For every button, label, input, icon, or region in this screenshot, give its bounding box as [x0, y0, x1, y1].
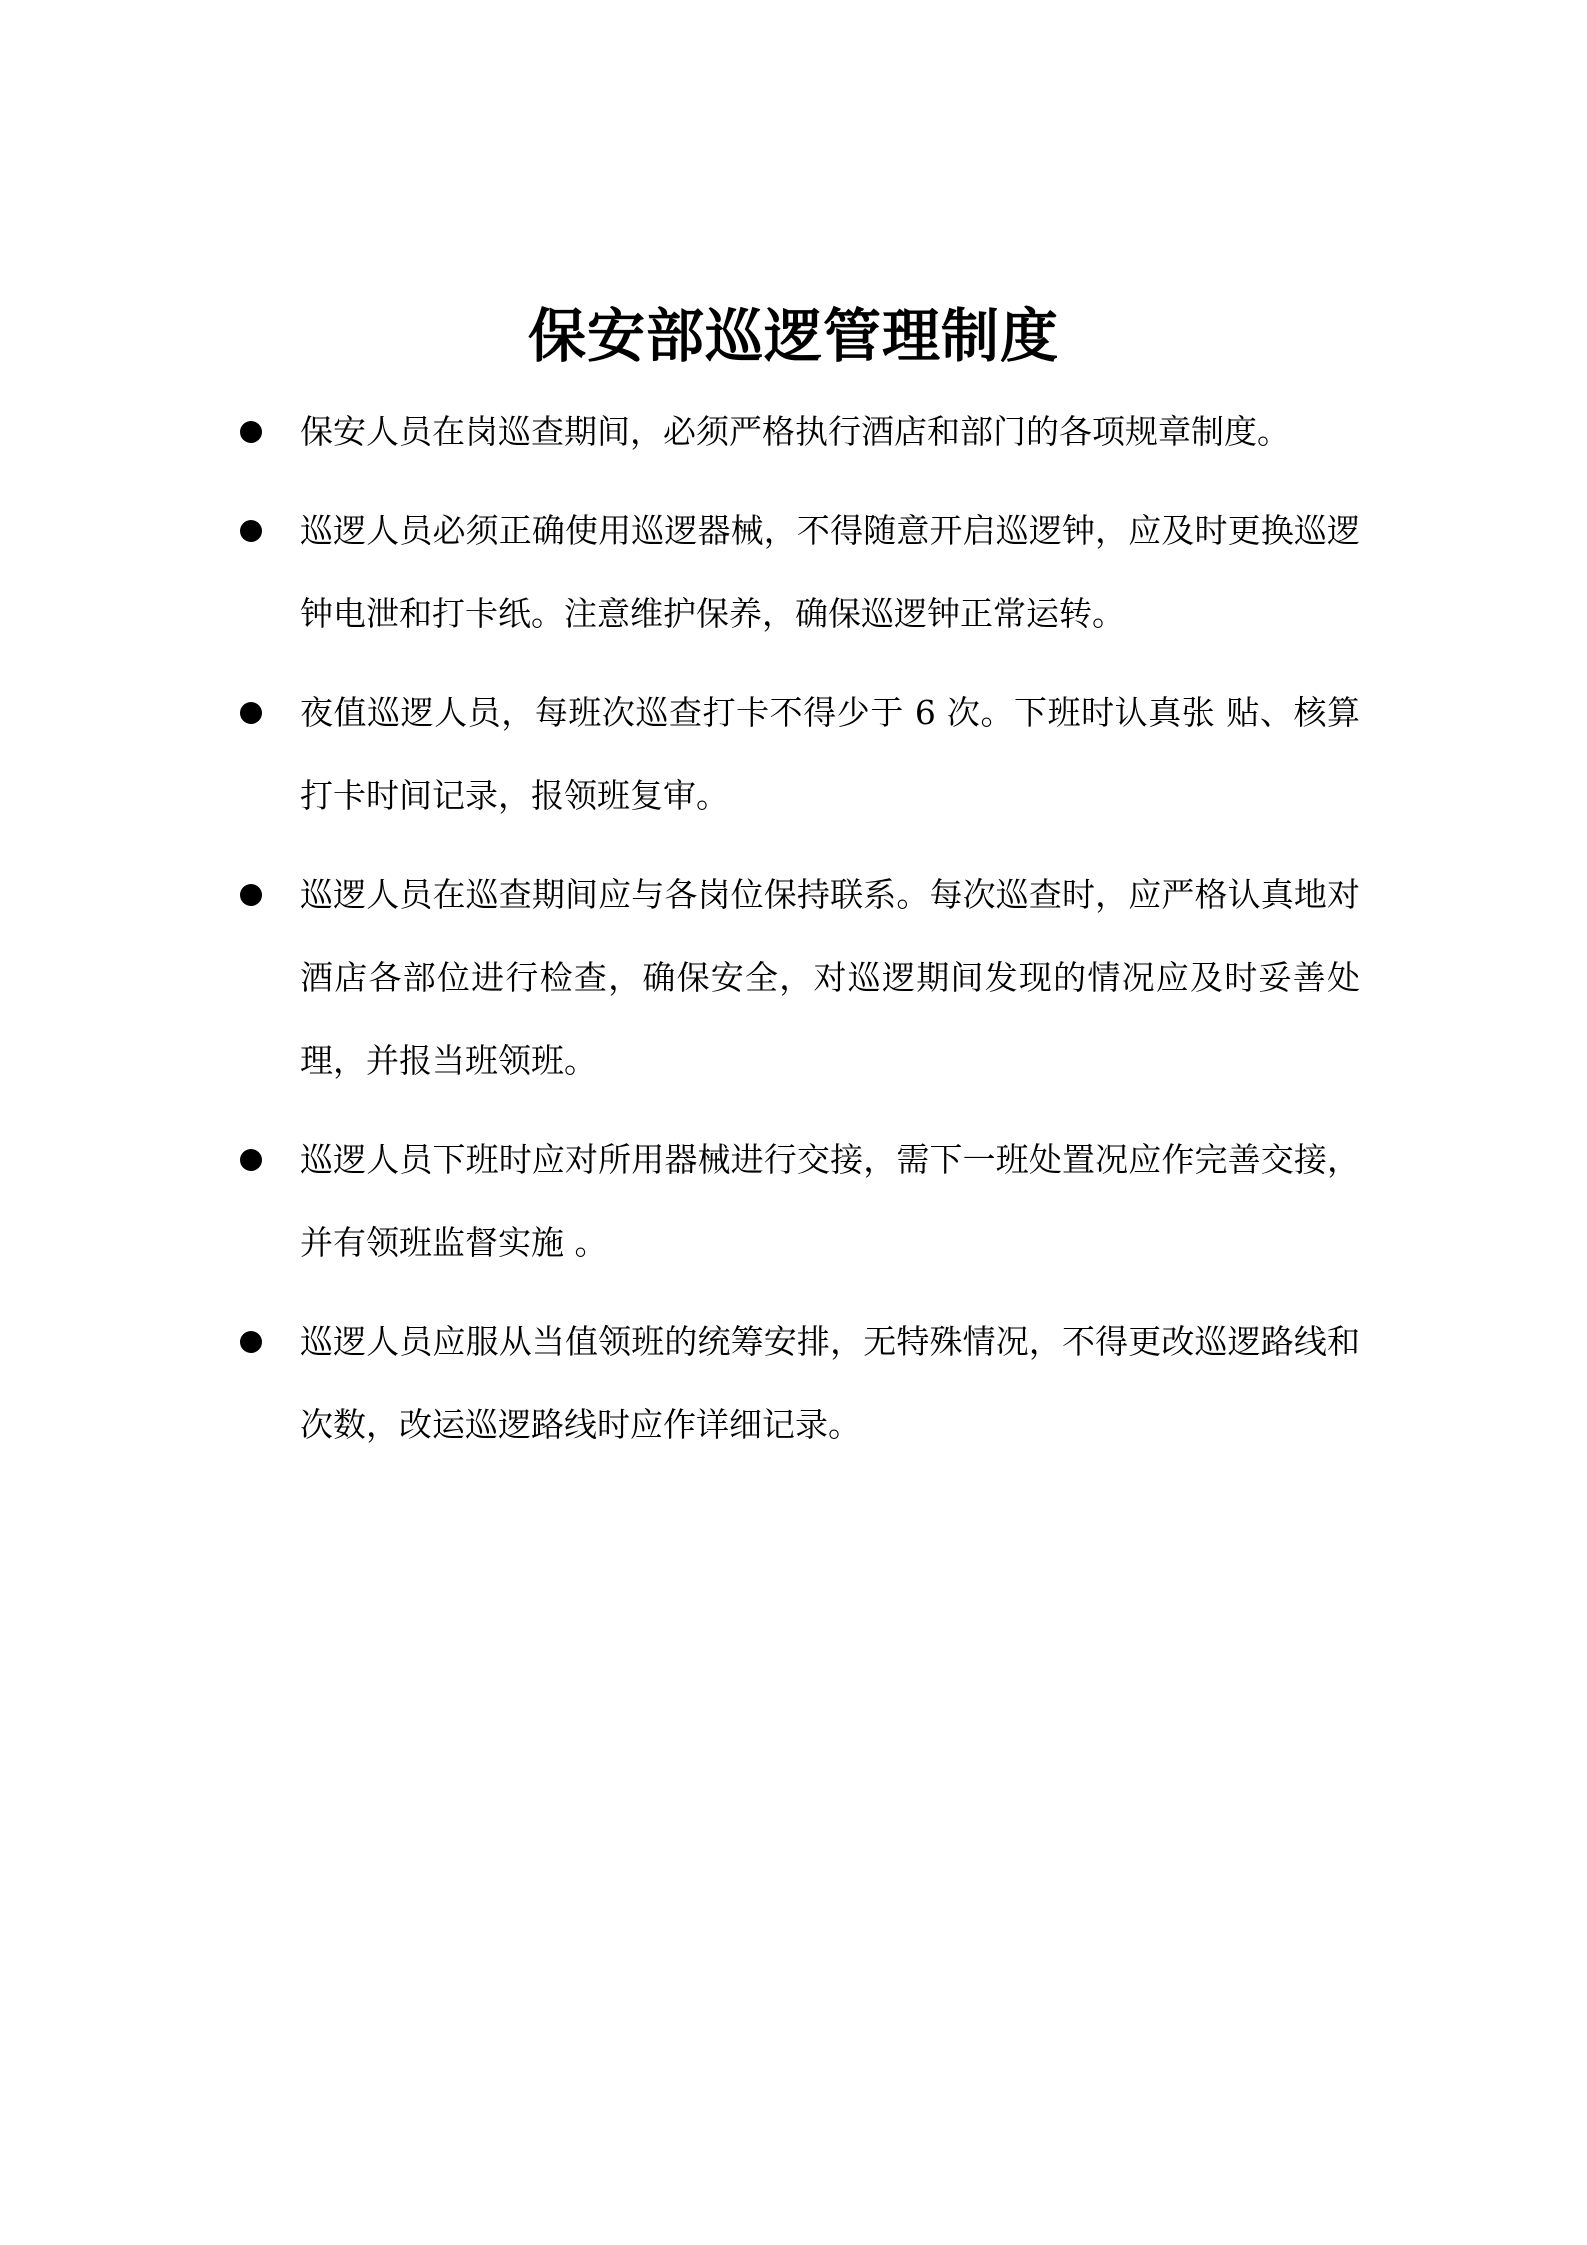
rule-text: 巡逻人员应服从当值领班的统筹安排，无特殊情况，不得更改巡逻路线和次数，改运巡逻路线时应作详细记录。	[300, 1322, 1360, 1444]
bullet-icon	[240, 520, 262, 542]
rule-item-3	[240, 671, 1360, 837]
rule-item-1	[240, 390, 1360, 473]
rule-item-2	[240, 489, 1360, 655]
rule-text: 巡逻人员在巡查期间应与各岗位保持联系。每次巡查时，应严格认真地对酒店各部位进行检查，确保安全，对巡逻期间发现的情况应及时妥善处理，并报当班领班。	[300, 875, 1360, 1080]
rule-text: 巡逻人员下班时应对所用器械进行交接，需下一班处置况应作完善交接，并有领班监督实施 。	[300, 1140, 1360, 1262]
bullet-icon	[240, 1149, 262, 1171]
rule-item-6	[240, 1300, 1360, 1466]
rule-item-4	[240, 853, 1360, 1102]
rule-text: 夜值巡逻人员，每班次巡查打卡不得少于 6 次。下班时认真张 贴、核算打卡时间记录，报领班复审。	[300, 693, 1360, 815]
bullet-icon	[240, 702, 262, 724]
bullet-icon	[240, 1331, 262, 1353]
rule-item-5	[240, 1118, 1360, 1284]
bullet-icon	[240, 421, 262, 443]
document-title: 保安部巡逻管理制度	[527, 301, 1059, 370]
bullet-icon	[240, 884, 262, 906]
rule-text: 巡逻人员必须正确使用巡逻器械，不得随意开启巡逻钟，应及时更换巡逻钟电泄和打卡纸。注意维护保养，确保巡逻钟正常运转。	[300, 511, 1360, 633]
rule-list	[240, 390, 1360, 1482]
rule-text: 保安人员在岗巡查期间，必须严格执行酒店和部门的各项规章制度。	[300, 412, 1290, 451]
